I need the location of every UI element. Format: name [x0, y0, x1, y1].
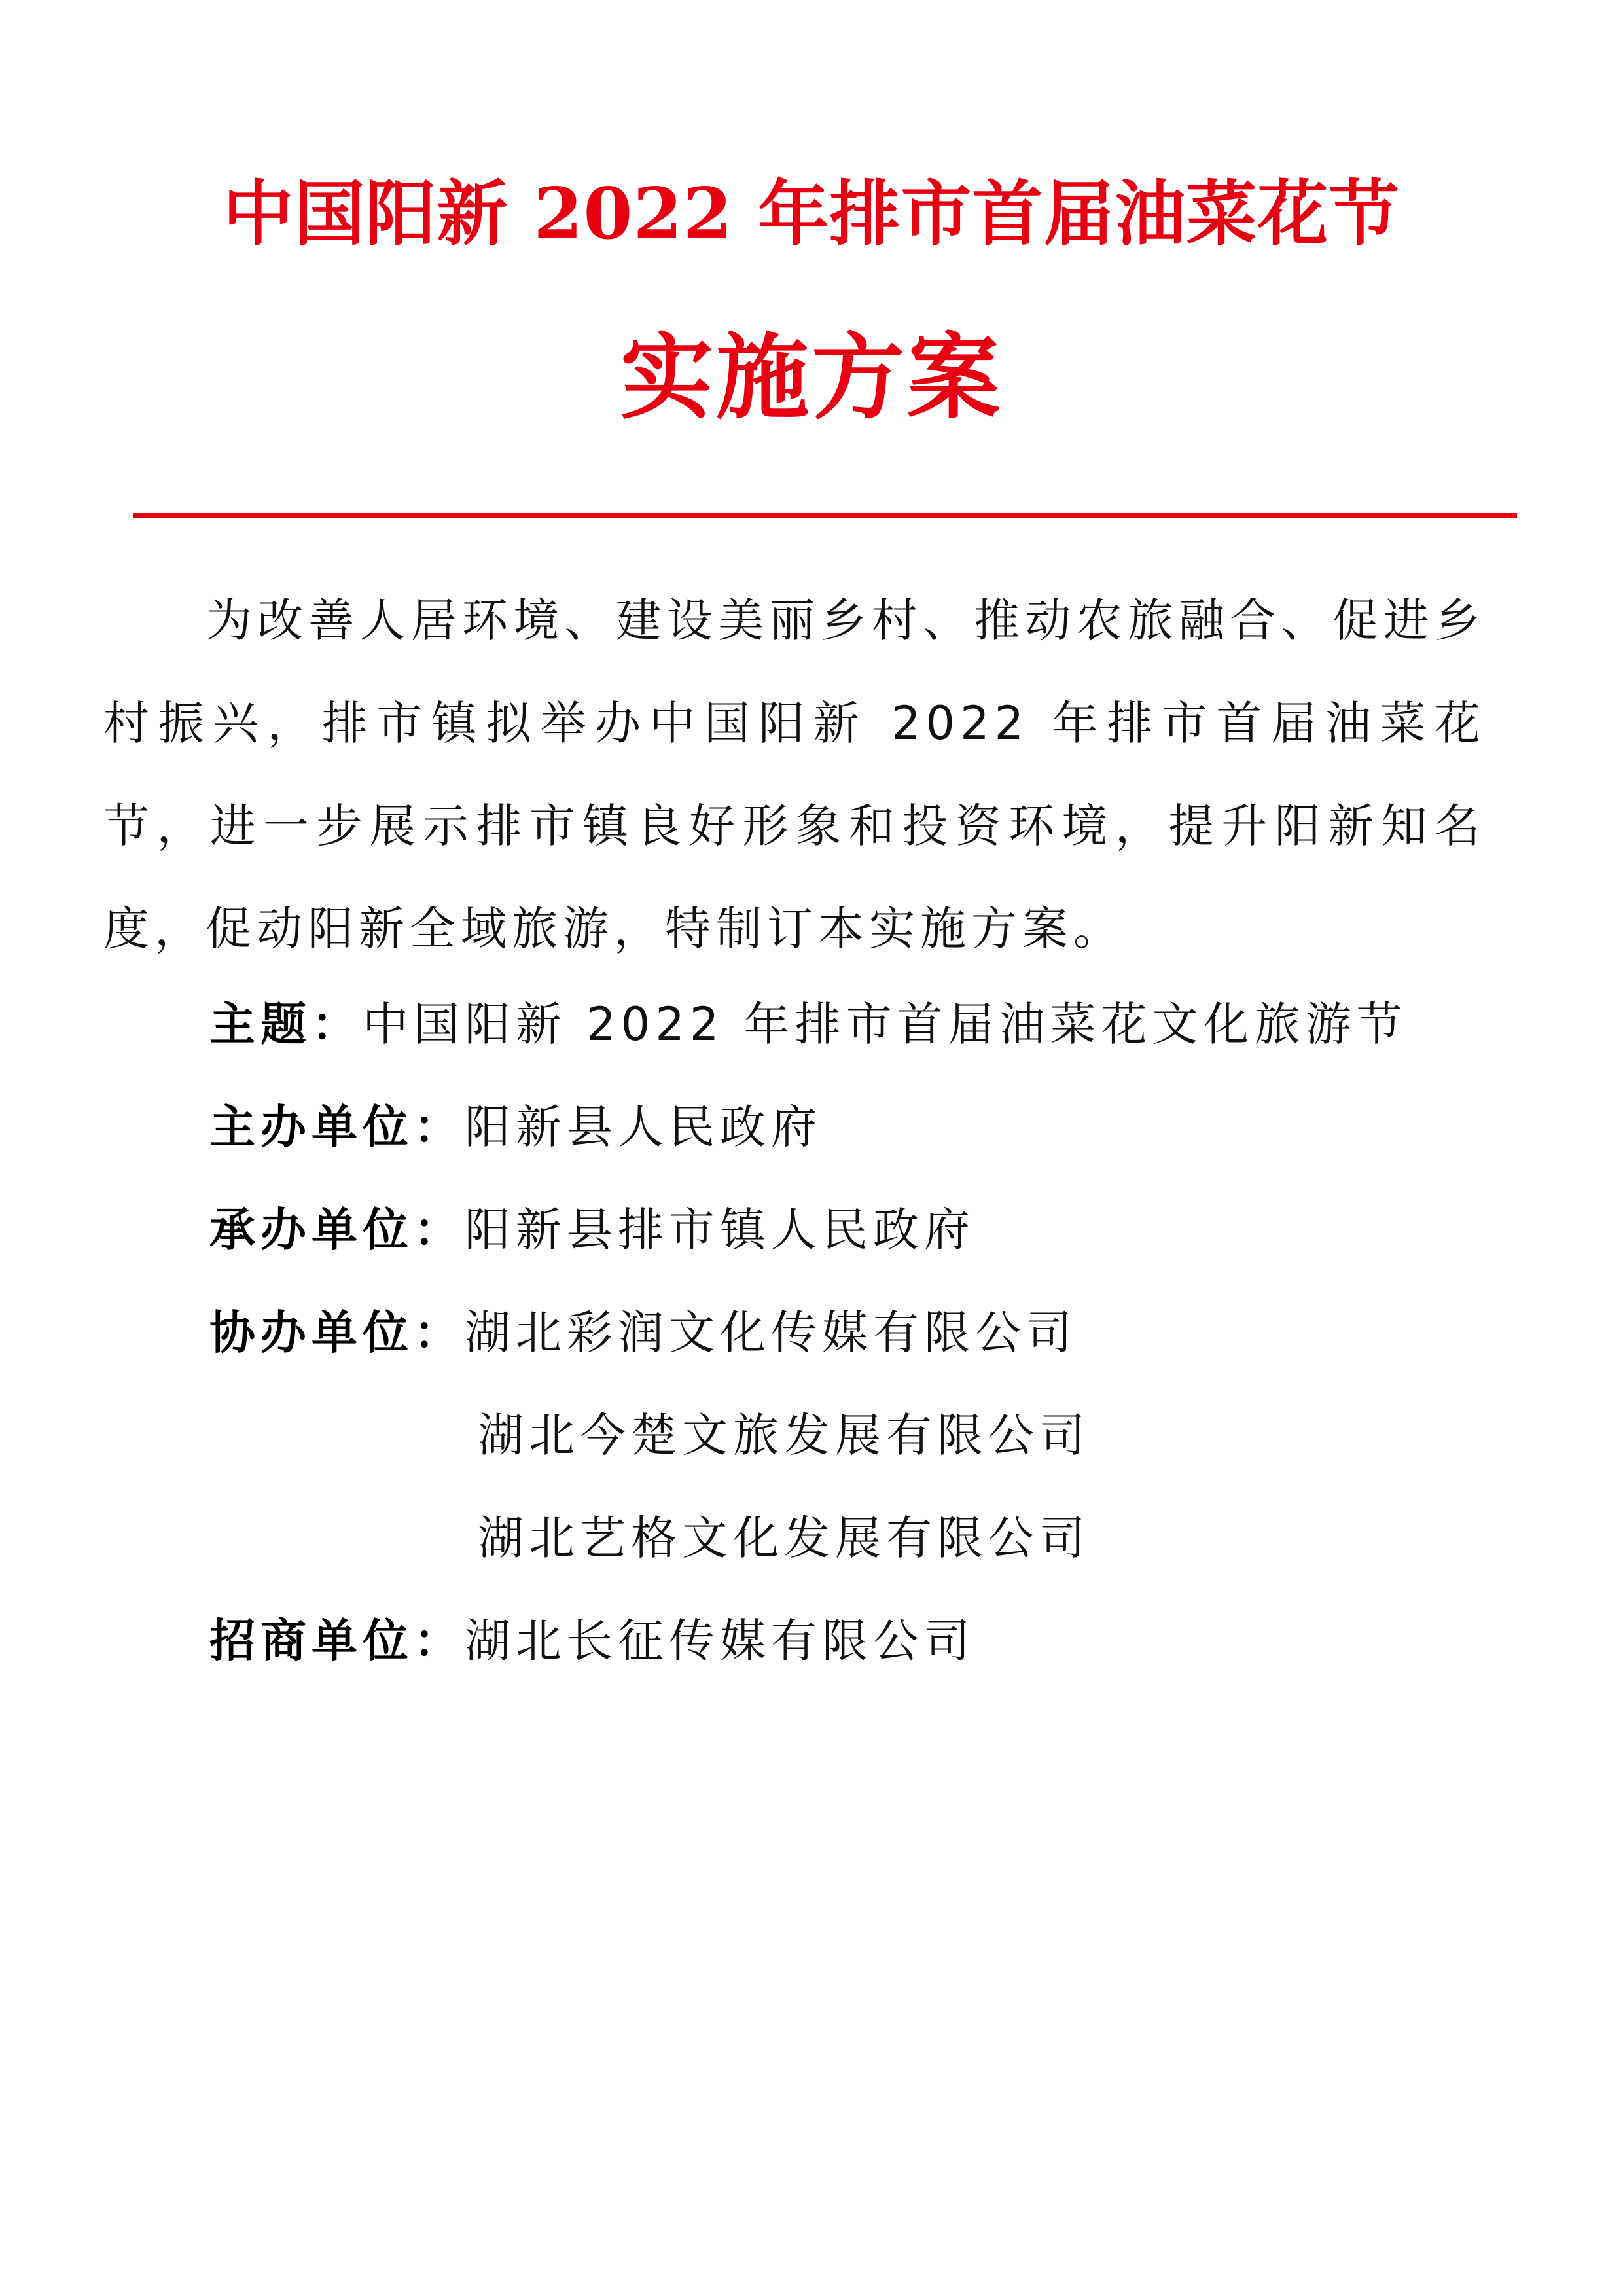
theme-value: 中国阳新 2022 年排市首届油菜花文化旅游节 — [363, 997, 1408, 1051]
theme-row — [209, 992, 1408, 1057]
host-label: 主办单位： — [209, 1100, 465, 1154]
investment-value: 湖北长征传媒有限公司 — [465, 1614, 975, 1668]
investment-label: 招商单位： — [209, 1614, 465, 1668]
co-organizer-value-1: 湖北彩润文化传媒有限公司 — [465, 1306, 1077, 1359]
co-organizer-row — [209, 1300, 1077, 1365]
organizer-row — [209, 1197, 975, 1263]
organizer-label: 承办单位： — [209, 1203, 465, 1257]
host-row — [209, 1094, 822, 1160]
title-divider — [133, 513, 1517, 518]
organizer-value: 阳新县排市镇人民政府 — [465, 1203, 975, 1257]
theme-label: 主题： — [209, 997, 363, 1051]
intro-paragraph: 为改善人居环境、建设美丽乡村、推动农旅融合、促进乡村振兴，排市镇拟举办中国阳新 2022 年排市首届油菜花节，进一步展示排市镇良好形象和投资环境，提升阳新知名度，促动阳新全域旅游，特制订本实施方案。 — [103, 594, 1486, 956]
document-title-line2: 实施方案 — [620, 323, 1003, 432]
co-organizer-label: 协办单位： — [209, 1306, 465, 1359]
host-value: 阳新县人民政府 — [465, 1100, 822, 1154]
document-title-line1: 中国阳新 2022 年排市首届油菜花节 — [223, 173, 1400, 255]
investment-row — [209, 1608, 975, 1674]
co-organizer-value-2: 湖北今楚文旅发展有限公司 — [478, 1408, 1090, 1462]
co-organizer-value-3: 湖北艺格文化发展有限公司 — [478, 1511, 1090, 1565]
